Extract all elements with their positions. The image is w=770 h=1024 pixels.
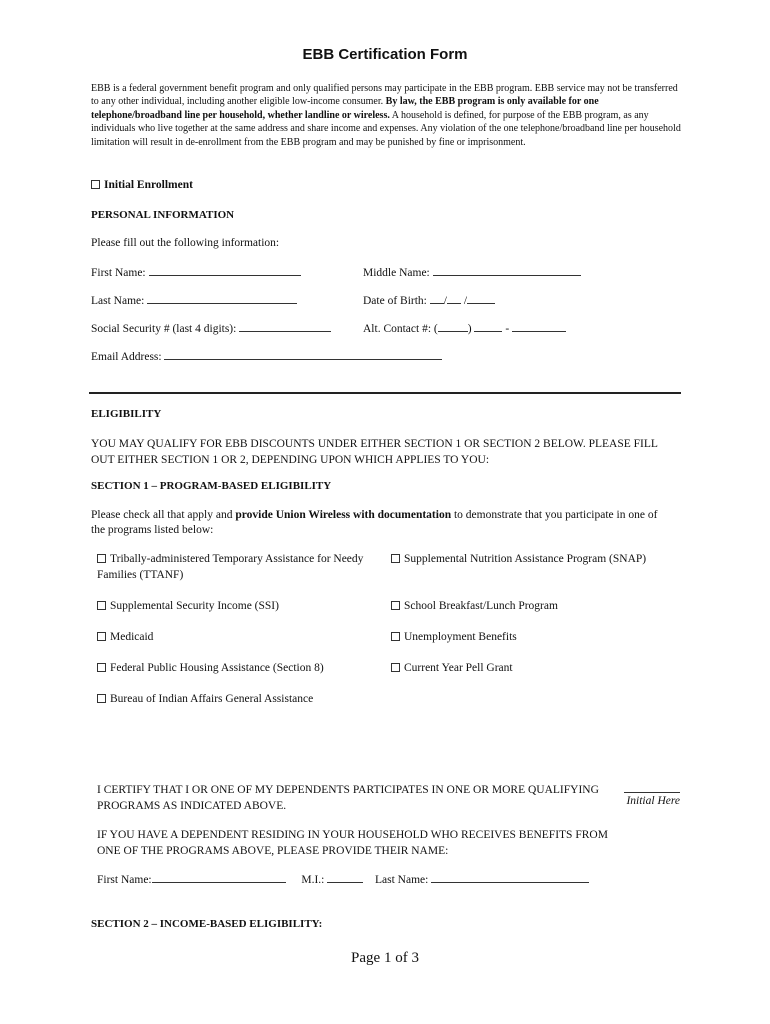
email-label: Email Address: [91,351,162,363]
program-label: Unemployment Benefits [404,631,517,643]
intro-text-1: EBB is a federal government benefit program and only qualified persons may participate in the EBB program. EBB service may not be transferred to any other individual, including another eligible low-income consumer. [91,83,678,108]
program-option[interactable] [97,551,377,583]
personal-info-heading: PERSONAL INFORMATION [91,209,235,221]
checkbox-icon[interactable] [91,180,100,189]
intro-bold-text: By law, the EBB program is only available for one telephone/broadband line per household, whether landline or wireless. [91,96,599,121]
program-option[interactable] [391,551,671,567]
dob-year-line[interactable] [467,293,495,304]
alt-contact-label: Alt. Contact #: ( [363,323,438,335]
alt-number-line[interactable] [512,321,566,332]
first-name-line[interactable] [149,265,301,276]
section1-instr-a: Please check all that apply and [91,509,236,521]
personal-info-instruction: Please fill out the following information: [91,237,280,249]
intro-paragraph [91,82,681,149]
eligibility-heading: ELIGIBILITY [91,408,162,420]
middle-name-line[interactable] [433,265,581,276]
program-option[interactable] [97,660,377,676]
alt-contact-field[interactable] [363,321,566,335]
ssn-field[interactable] [91,321,331,335]
first-name-field[interactable] [91,265,301,279]
initial-enrollment-label: Initial Enrollment [104,179,193,191]
certify-statement: I CERTIFY THAT I OR ONE OF MY DEPENDENTS PARTICIPATES IN ONE OR MORE QUALIFYING PROGRAMS AS INDICATED ABOVE. [97,784,599,812]
middle-name-label: Middle Name: [363,267,430,279]
intro-text-2: A household is defined, for purpose of the EBB program, as any individuals who live together at the same address and share income and expenses. Any violation of the one telephone/broadband line per household limitation will result in de-enrollment from the EBB program and may be punished by fine or imprisonment. [91,109,681,148]
dependent-first-name-label: First Name: [97,874,152,886]
program-label: Bureau of Indian Affairs General Assistance [110,693,314,705]
program-option[interactable] [391,629,671,645]
dependent-last-name-label: Last Name: [375,874,429,886]
program-label: Federal Public Housing Assistance (Section 8) [110,662,324,674]
dob-day-line[interactable] [447,293,461,304]
section1-instruction [91,508,671,538]
checkbox-icon[interactable] [391,663,400,672]
dob-separator: / [463,295,468,307]
section1-heading: SECTION 1 – PROGRAM-BASED ELIGIBILITY [91,480,332,492]
alt-area-line[interactable] [438,321,468,332]
dob-separator: / [443,295,447,307]
dependent-first-name-line[interactable] [152,872,286,883]
initial-line[interactable] [624,780,680,793]
last-name-label: Last Name: [91,295,145,307]
dependent-name-fields [97,872,589,886]
program-option[interactable] [97,598,377,614]
program-option[interactable] [97,629,377,645]
last-name-field[interactable] [91,293,297,307]
email-field[interactable] [91,349,442,363]
checkbox-icon[interactable] [391,554,400,563]
first-name-label: First Name: [91,267,146,279]
checkbox-icon[interactable] [97,601,106,610]
initial-here-field[interactable] [624,780,680,807]
ssn-label: Social Security # (last 4 digits): [91,323,237,335]
program-option[interactable] [97,691,377,707]
section1-instr-bold: provide Union Wireless with documentation [235,509,452,521]
program-label: Current Year Pell Grant [404,662,513,674]
program-label: Tribally-administered Temporary Assistance for Needy Families (TTANF) [97,553,364,581]
alt-dash: - [505,323,510,335]
checkbox-icon[interactable] [391,601,400,610]
email-line[interactable] [164,349,442,360]
program-option[interactable] [391,598,671,614]
dob-label: Date of Birth: [363,295,427,307]
form-title: EBB Certification Form [302,46,468,63]
checkbox-icon[interactable] [97,554,106,563]
dependent-mi-label: M.I.: [301,874,325,886]
program-label: Supplemental Security Income (SSI) [110,600,279,612]
section2-heading: SECTION 2 – INCOME-BASED ELIGIBILITY: [91,918,323,930]
checkbox-icon[interactable] [97,694,106,703]
dependent-last-name-line[interactable] [431,872,589,883]
ssn-line[interactable] [239,321,331,332]
dob-month-line[interactable] [430,293,444,304]
last-name-line[interactable] [147,293,297,304]
program-label: Medicaid [110,631,154,643]
middle-name-field[interactable] [363,265,581,279]
alt-paren: ) [467,323,472,335]
program-option[interactable] [391,660,671,676]
alt-prefix-line[interactable] [474,321,502,332]
dependent-mi-line[interactable] [327,872,363,883]
program-label: School Breakfast/Lunch Program [404,600,558,612]
initial-enrollment-option[interactable] [91,179,193,191]
eligibility-text: YOU MAY QUALIFY FOR EBB DISCOUNTS UNDER EITHER SECTION 1 OR SECTION 2 BELOW. PLEASE FILL OUT EITHER SECTION 1 OR 2, DEPENDING UPON WHICH APPLIES TO YOU: [91,438,658,466]
page-number: Page 1 of 3 [351,950,419,966]
section-divider [89,392,681,394]
checkbox-icon[interactable] [97,663,106,672]
section1-instr-b: to demonstrate that you participate in one of the programs listed below: [91,509,658,536]
dependent-instruction: IF YOU HAVE A DEPENDENT RESIDING IN YOUR HOUSEHOLD WHO RECEIVES BENEFITS FROM ONE OF THE PROGRAMS ABOVE, PLEASE PROVIDE THEIR NAME: [97,829,608,857]
program-label: Supplemental Nutrition Assistance Program (SNAP) [404,553,647,565]
checkbox-icon[interactable] [97,632,106,641]
initial-here-label: Initial Here [626,795,680,807]
checkbox-icon[interactable] [391,632,400,641]
dob-field[interactable] [363,293,495,307]
